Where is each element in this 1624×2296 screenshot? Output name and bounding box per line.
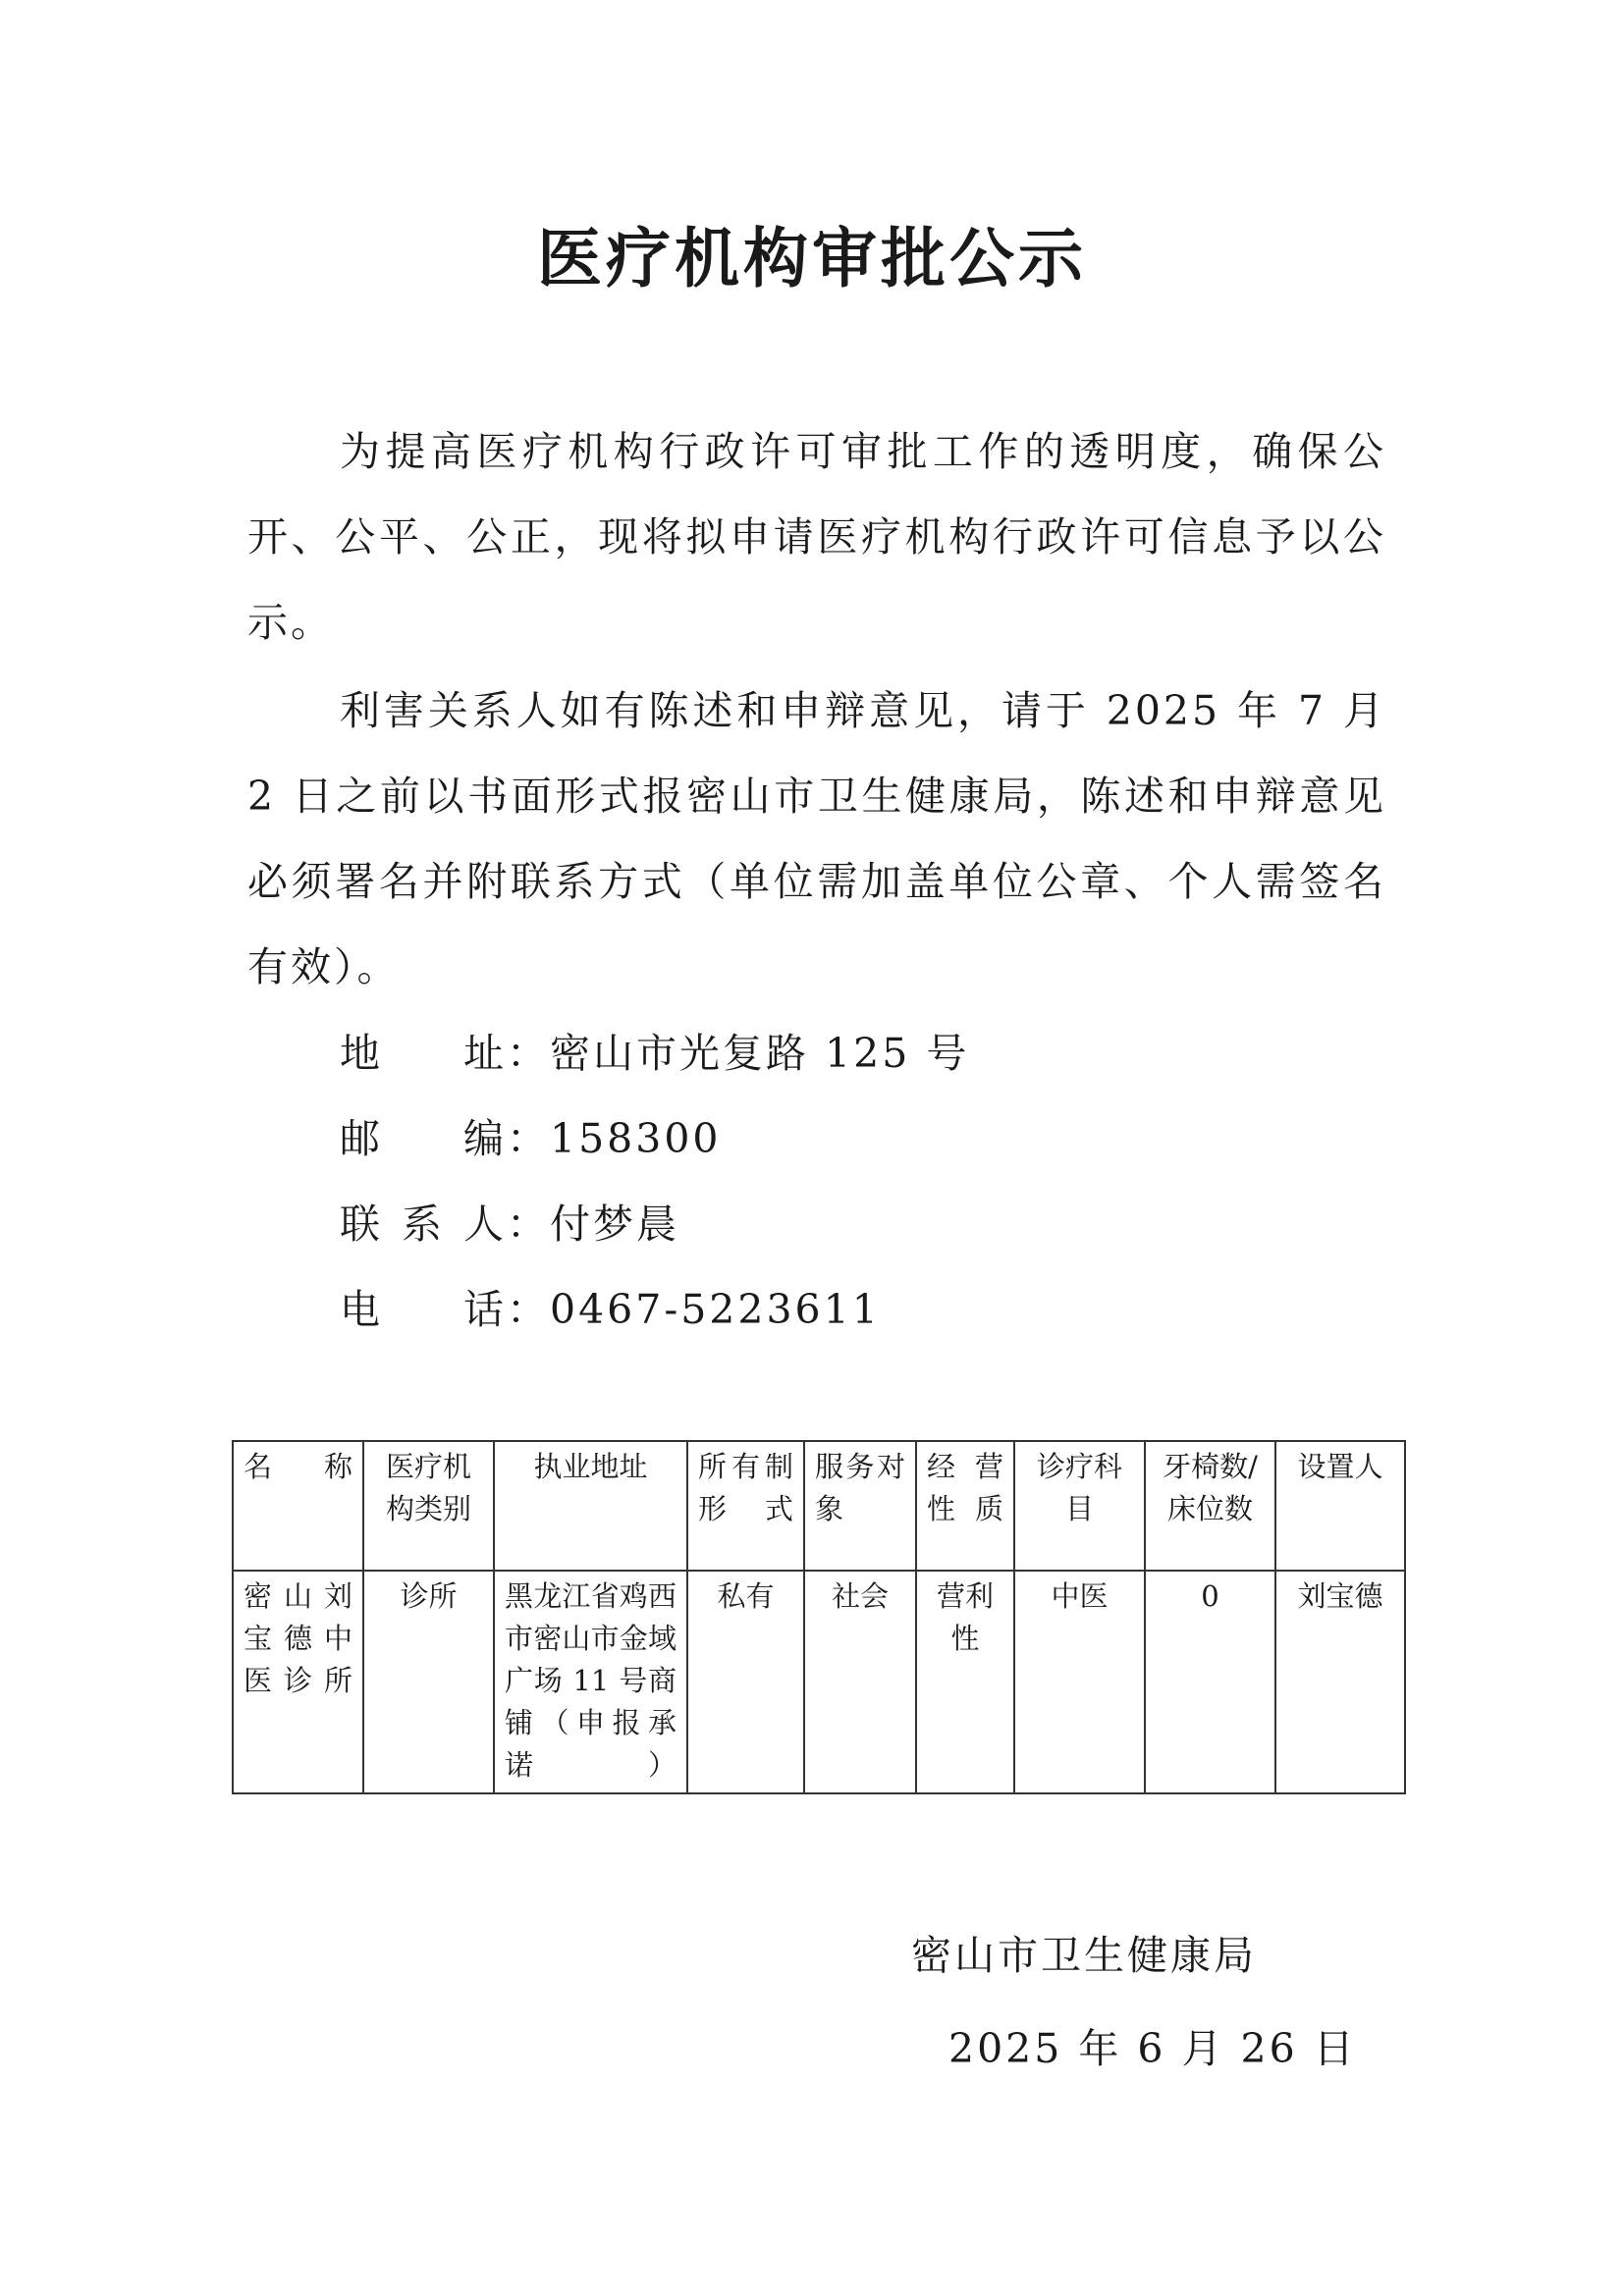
institution-table (232, 1440, 1406, 1794)
cell-category: 诊所 (363, 1571, 494, 1793)
cell-service-target: 社会 (804, 1571, 916, 1793)
header-chairs-beds: 牙椅数/床位数 (1145, 1441, 1275, 1571)
postcode-label: 邮编 (340, 1115, 507, 1162)
signature-organization: 密山市卫生健康局 (911, 1932, 1257, 1979)
phone-label: 电话 (340, 1286, 507, 1333)
objection-paragraph: 利害关系人如有陈述和申辩意见，请于 2025 年 7 月 2 日之前以书面形式报密山市卫生健康局，陈述和申辩意见必须署名并附联系方式（单位需加盖单位公章、个人需签名有效）。 (247, 687, 1386, 990)
intro-paragraph: 为提高医疗机构行政许可审批工作的透明度，确保公开、公平、公正，现将拟申请医疗机构行政许可信息予以公示。 (247, 428, 1386, 646)
cell-departments: 中医 (1014, 1571, 1145, 1793)
table-header-row (233, 1441, 1405, 1571)
contact-person-line (340, 1182, 679, 1267)
header-departments: 诊疗科目 (1014, 1441, 1145, 1571)
phone-line (340, 1267, 881, 1353)
cell-ownership: 私有 (687, 1571, 804, 1793)
postcode-line (340, 1096, 722, 1182)
address-value: 密山市光复路 125 号 (550, 1030, 970, 1077)
postcode-colon: ： (507, 1115, 550, 1162)
contact-person-colon: ： (507, 1201, 550, 1248)
phone-value: 0467-5223611 (550, 1286, 881, 1333)
address-colon: ： (507, 1030, 550, 1077)
header-category: 医疗机构类别 (363, 1441, 494, 1571)
table-row (233, 1571, 1405, 1793)
cell-founder: 刘宝德 (1275, 1571, 1405, 1793)
address-line (340, 1011, 969, 1096)
header-business-nature: 经营性质 (916, 1441, 1014, 1571)
header-address: 执业地址 (494, 1441, 687, 1571)
page-title: 医疗机构审批公示 (537, 220, 1087, 296)
header-name: 名 称 (233, 1441, 363, 1571)
header-ownership: 所有制形式 (687, 1441, 804, 1571)
postcode-value: 158300 (550, 1115, 722, 1162)
cell-chairs-beds: 0 (1145, 1571, 1275, 1793)
phone-colon: ： (507, 1286, 550, 1333)
header-service-target: 服务对象 (804, 1441, 916, 1571)
contact-person-label: 联系人 (340, 1201, 507, 1248)
contact-person-value: 付梦晨 (550, 1201, 679, 1248)
cell-name: 密山刘宝德中医诊所 (233, 1571, 363, 1793)
address-label: 地址 (340, 1030, 507, 1077)
cell-address: 黑龙江省鸡西市密山市金域广场 11 号商铺（申报承诺） (494, 1571, 687, 1793)
cell-business-nature: 营利性 (916, 1571, 1014, 1793)
signature-date: 2025 年 6 月 26 日 (948, 2025, 1357, 2072)
header-founder: 设置人 (1275, 1441, 1405, 1571)
